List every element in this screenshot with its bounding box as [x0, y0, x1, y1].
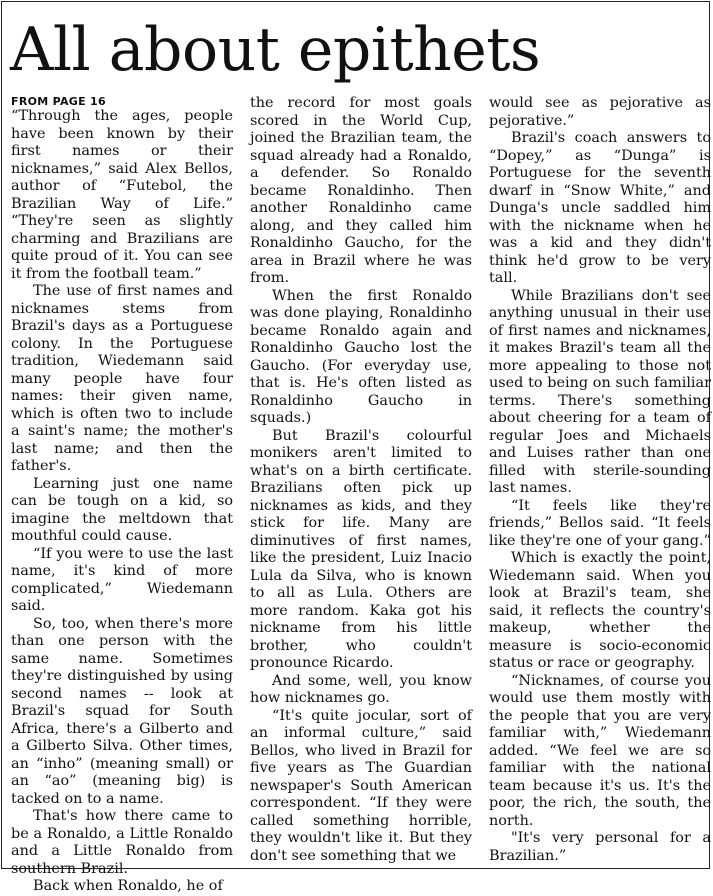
- paragraph: So, too, when there's more than one person with the same name. Sometimes they're distinguished by using second names -- look at Brazil's squad for South Africa, there's a Gilberto and a Gilberto Silva. Other times, an “inho” (meaning small) or an “ao” (meaning big) is tacked on to a name.: [11, 615, 233, 807]
- paragraph: “If you were to use the last name, it's kind of more complicated,” Wiedemann said.: [11, 545, 233, 614]
- paragraph: “It's quite jocular, sort of an informal culture,” said Bellos, who lived in Brazil for five years as The Guardian newspaper's South American correspondent. “If they were called something horrible, they wouldn't like it. But they don't see something that we: [250, 707, 472, 864]
- article-column-3: [489, 95, 711, 865]
- paragraph: And some, well, you know how nicknames go.: [250, 672, 472, 706]
- paragraph: Which is exactly the point, Wiedemann said. When you look at Brazil's team, she said, it reflects the country's makeup, whether the measure is socio-economic status or race or geography.: [489, 550, 711, 671]
- paragraph: “Through the ages, people have been known by their first names or their nicknames,” said Alex Bellos, author of “Futebol, the Brazilian Way of Life.” “They're seen as slightly charming and Brazilians are quite proud of it. You can see it from the football team.”: [11, 108, 233, 282]
- paragraph: The use of first names and nicknames stems from Brazil's days as a Portuguese colony. In the Portuguese tradition, Wiedemann said many people have four names: their given name, which is often two to include a saint's name; the mother's last name; and then the father's.: [11, 283, 233, 474]
- paragraph: “It feels like they're friends,” Bellos said. “It feels like they're one of your gang.”: [489, 497, 711, 549]
- paragraph: "It's very personal for a Brazilian.”: [489, 830, 711, 864]
- paragraph: While Brazilians don't see anything unusual in their use of first names and nicknames, it makes Brazil's team all the more appealing to those not used to being on such familiar terms. There's something about cheering for a team of regular Joes and Michaels and Luises rather than one filled with sterile-sounding last names.: [489, 287, 711, 496]
- paragraph: When the first Ronaldo was done playing, Ronaldinho became Ronaldo again and Ronaldinho Gaucho lost the Gaucho. (For everyday use, that is. He's often listed as Ronaldinho Gaucho in squads.): [250, 287, 472, 426]
- paragraph: Back when Ronaldo, he of: [33, 878, 223, 894]
- kicker-from-page: FROM PAGE 16: [11, 95, 106, 108]
- article-column-1: [11, 95, 233, 896]
- paragraph: “Nicknames, of course you would use them mostly with the people that you are very familiar with,” Wiedemann added. “We feel we are so familiar with the national team because it's us. It's the poor, the rich, the south, the north.: [489, 672, 711, 829]
- paragraph: But Brazil's colourful monikers aren't limited to what's on a birth certificate. Brazilians often pick up nicknames as kids, and they stick for life. Many are diminutives of first names, like the president, Luiz Inacio Lula da Silva, who is known to all as Lula. Others are more random. Kaka got his nickname from his little brother, who couldn't pronounce Ricardo.: [250, 427, 472, 671]
- paragraph: Brazil's coach answers to “Dopey,” as “Dunga” is Portuguese for the seventh dwarf in “Snow White,” and Dunga's uncle saddled him with the nickname when he was a kid and they didn't think he'd grow to be very tall.: [489, 130, 711, 286]
- paragraph: Learning just one name can be tough on a kid, so imagine the meltdown that mouthful could cause.: [11, 475, 233, 544]
- paragraph: That's how there came to be a Ronaldo, a Little Ronaldo and a Little Ronaldo from southern Brazil.: [11, 808, 233, 877]
- article-column-2: [250, 95, 472, 865]
- headline: All about epithets: [10, 15, 541, 85]
- paragraph: would see as pejorative as pejorative.”: [489, 95, 711, 129]
- paragraph: the record for most goals scored in the World Cup, joined the Brazilian team, the squad already had a Ronaldo, a defender. So Ronaldo became Ronaldinho. Then another Ronaldinho came along, and they called him Ronaldinho Gaucho, for the area in Brazil where he was from.: [250, 95, 472, 286]
